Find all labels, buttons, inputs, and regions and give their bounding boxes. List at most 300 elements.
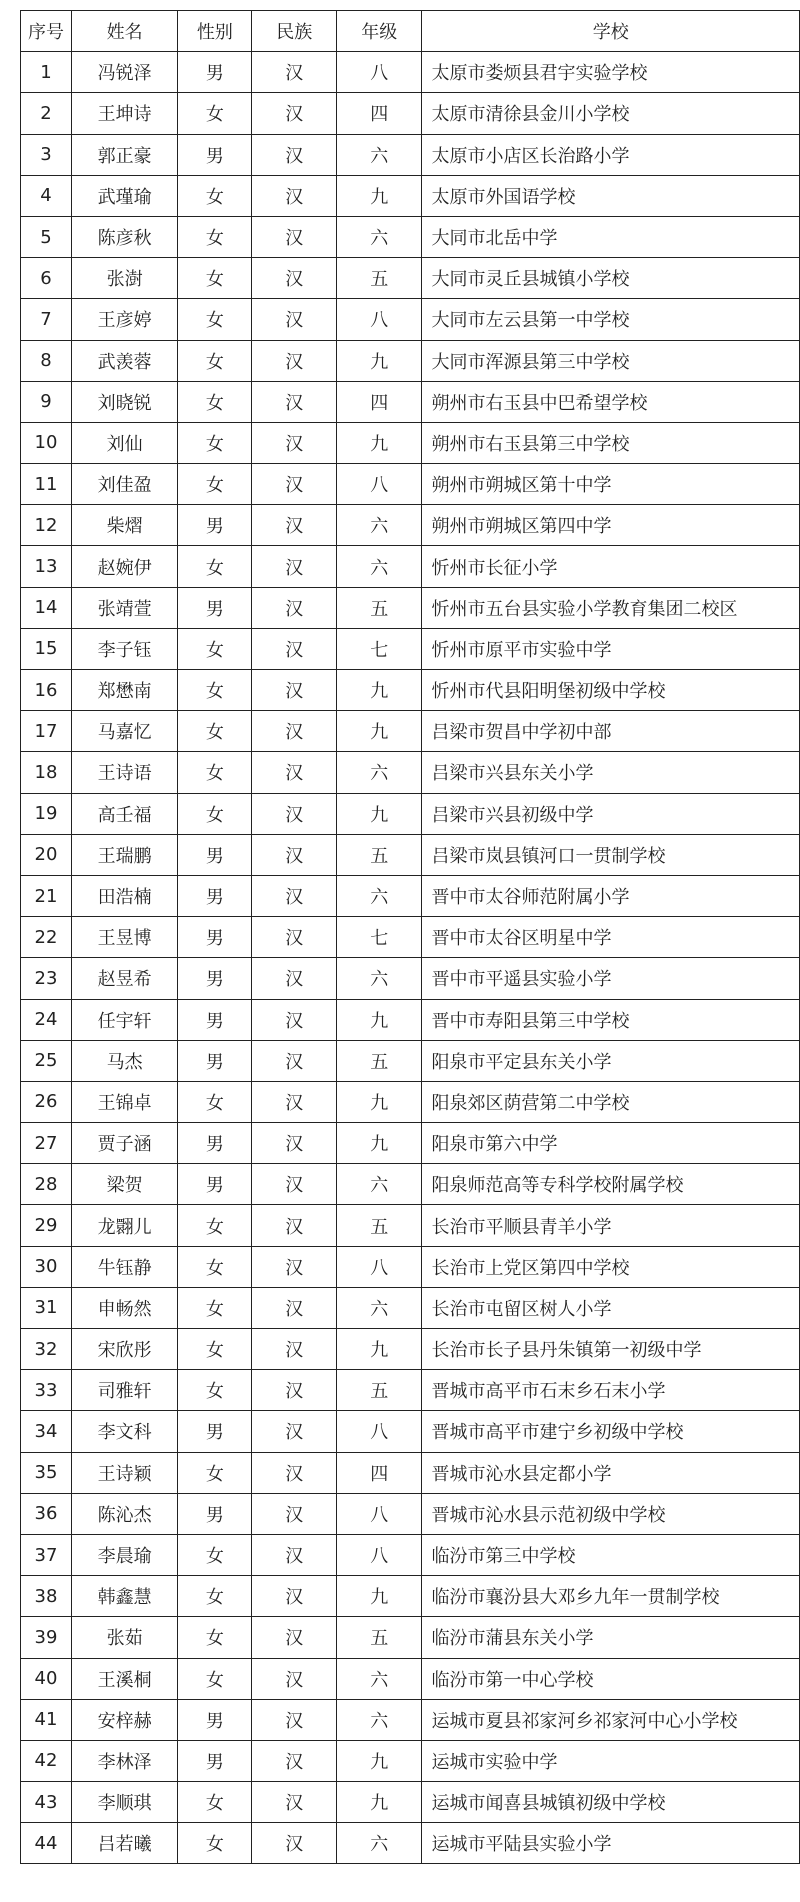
cell-serial-number: 44 <box>21 1823 72 1864</box>
cell-grade: 五 <box>337 834 422 875</box>
cell-school: 临汾市襄汾县大邓乡九年一贯制学校 <box>422 1576 800 1617</box>
cell-gender: 女 <box>178 752 252 793</box>
table-row <box>21 1782 800 1823</box>
table-row <box>21 340 800 381</box>
cell-grade: 六 <box>337 1164 422 1205</box>
cell-serial-number: 34 <box>21 1411 72 1452</box>
cell-gender: 女 <box>178 1658 252 1699</box>
cell-ethnicity: 汉 <box>252 834 337 875</box>
cell-serial-number: 38 <box>21 1576 72 1617</box>
cell-name: 龙翾儿 <box>71 1205 177 1246</box>
table-row <box>21 1287 800 1328</box>
cell-name: 武瑾瑜 <box>71 175 177 216</box>
cell-ethnicity: 汉 <box>252 340 337 381</box>
cell-gender: 女 <box>178 216 252 257</box>
cell-gender: 男 <box>178 1699 252 1740</box>
cell-gender: 女 <box>178 1823 252 1864</box>
cell-grade: 六 <box>337 216 422 257</box>
table-row <box>21 175 800 216</box>
cell-school: 晋城市高平市建宁乡初级中学校 <box>422 1411 800 1452</box>
cell-gender: 女 <box>178 546 252 587</box>
cell-gender: 男 <box>178 1123 252 1164</box>
cell-gender: 男 <box>178 134 252 175</box>
cell-gender: 女 <box>178 1287 252 1328</box>
cell-ethnicity: 汉 <box>252 1329 337 1370</box>
cell-gender: 男 <box>178 999 252 1040</box>
cell-ethnicity: 汉 <box>252 464 337 505</box>
cell-ethnicity: 汉 <box>252 175 337 216</box>
table-row <box>21 917 800 958</box>
cell-gender: 女 <box>178 258 252 299</box>
table-row <box>21 1205 800 1246</box>
cell-serial-number: 27 <box>21 1123 72 1164</box>
cell-name: 牛钰静 <box>71 1246 177 1287</box>
cell-grade: 四 <box>337 381 422 422</box>
table-row <box>21 52 800 93</box>
cell-serial-number: 24 <box>21 999 72 1040</box>
cell-grade: 八 <box>337 1246 422 1287</box>
cell-name: 宋欣彤 <box>71 1329 177 1370</box>
cell-ethnicity: 汉 <box>252 1081 337 1122</box>
cell-name: 李文科 <box>71 1411 177 1452</box>
cell-grade: 六 <box>337 1823 422 1864</box>
cell-name: 武羡蓉 <box>71 340 177 381</box>
cell-grade: 八 <box>337 1493 422 1534</box>
cell-grade: 五 <box>337 1370 422 1411</box>
cell-gender: 女 <box>178 670 252 711</box>
cell-name: 刘晓锐 <box>71 381 177 422</box>
table-row <box>21 134 800 175</box>
cell-grade: 八 <box>337 299 422 340</box>
cell-serial-number: 33 <box>21 1370 72 1411</box>
cell-ethnicity: 汉 <box>252 1782 337 1823</box>
cell-gender: 男 <box>178 917 252 958</box>
table-row <box>21 1164 800 1205</box>
cell-ethnicity: 汉 <box>252 299 337 340</box>
table-row <box>21 422 800 463</box>
cell-serial-number: 3 <box>21 134 72 175</box>
cell-school: 朔州市朔城区第十中学 <box>422 464 800 505</box>
cell-serial-number: 6 <box>21 258 72 299</box>
cell-grade: 九 <box>337 1081 422 1122</box>
cell-grade: 九 <box>337 999 422 1040</box>
table-row <box>21 628 800 669</box>
cell-serial-number: 16 <box>21 670 72 711</box>
header-school: 学校 <box>422 11 800 52</box>
cell-name: 刘佳盈 <box>71 464 177 505</box>
cell-grade: 五 <box>337 587 422 628</box>
cell-gender: 女 <box>178 711 252 752</box>
cell-school: 运城市闻喜县城镇初级中学校 <box>422 1782 800 1823</box>
cell-grade: 六 <box>337 752 422 793</box>
cell-ethnicity: 汉 <box>252 1205 337 1246</box>
cell-ethnicity: 汉 <box>252 505 337 546</box>
cell-school: 太原市外国语学校 <box>422 175 800 216</box>
cell-serial-number: 5 <box>21 216 72 257</box>
table-row <box>21 834 800 875</box>
table-row <box>21 93 800 134</box>
cell-name: 赵婉伊 <box>71 546 177 587</box>
table-row <box>21 1699 800 1740</box>
table-row <box>21 464 800 505</box>
cell-grade: 九 <box>337 1329 422 1370</box>
cell-gender: 女 <box>178 1534 252 1575</box>
cell-school: 忻州市代县阳明堡初级中学校 <box>422 670 800 711</box>
cell-grade: 九 <box>337 793 422 834</box>
cell-gender: 男 <box>178 1493 252 1534</box>
table-row <box>21 1040 800 1081</box>
cell-grade: 九 <box>337 1782 422 1823</box>
cell-grade: 九 <box>337 670 422 711</box>
cell-serial-number: 26 <box>21 1081 72 1122</box>
cell-school: 太原市小店区长治路小学 <box>422 134 800 175</box>
cell-ethnicity: 汉 <box>252 1246 337 1287</box>
table-row <box>21 752 800 793</box>
cell-ethnicity: 汉 <box>252 628 337 669</box>
cell-grade: 四 <box>337 1452 422 1493</box>
cell-grade: 六 <box>337 546 422 587</box>
cell-name: 冯锐泽 <box>71 52 177 93</box>
cell-school: 太原市清徐县金川小学校 <box>422 93 800 134</box>
student-list-table-container <box>20 10 800 1864</box>
cell-ethnicity: 汉 <box>252 875 337 916</box>
cell-ethnicity: 汉 <box>252 999 337 1040</box>
cell-school: 临汾市蒲县东关小学 <box>422 1617 800 1658</box>
table-row <box>21 1617 800 1658</box>
cell-name: 安梓赫 <box>71 1699 177 1740</box>
cell-serial-number: 13 <box>21 546 72 587</box>
table-row <box>21 1411 800 1452</box>
cell-gender: 女 <box>178 175 252 216</box>
cell-gender: 女 <box>178 628 252 669</box>
cell-school: 大同市北岳中学 <box>422 216 800 257</box>
cell-serial-number: 37 <box>21 1534 72 1575</box>
cell-gender: 男 <box>178 1040 252 1081</box>
table-row <box>21 670 800 711</box>
table-row <box>21 1823 800 1864</box>
table-row <box>21 216 800 257</box>
table-row <box>21 587 800 628</box>
table-row <box>21 1370 800 1411</box>
cell-school: 忻州市五台县实验小学教育集团二校区 <box>422 587 800 628</box>
cell-ethnicity: 汉 <box>252 1740 337 1781</box>
cell-name: 高壬福 <box>71 793 177 834</box>
cell-serial-number: 28 <box>21 1164 72 1205</box>
cell-gender: 女 <box>178 1370 252 1411</box>
cell-school: 晋城市高平市石末乡石末小学 <box>422 1370 800 1411</box>
cell-ethnicity: 汉 <box>252 546 337 587</box>
cell-serial-number: 25 <box>21 1040 72 1081</box>
cell-school: 晋中市太谷师范附属小学 <box>422 875 800 916</box>
cell-school: 阳泉郊区荫营第二中学校 <box>422 1081 800 1122</box>
cell-school: 太原市娄烦县君宇实验学校 <box>422 52 800 93</box>
table-row <box>21 793 800 834</box>
cell-school: 晋中市平遥县实验小学 <box>422 958 800 999</box>
cell-school: 长治市屯留区树人小学 <box>422 1287 800 1328</box>
cell-school: 阳泉市第六中学 <box>422 1123 800 1164</box>
cell-school: 忻州市长征小学 <box>422 546 800 587</box>
cell-name: 赵昱希 <box>71 958 177 999</box>
cell-grade: 五 <box>337 1040 422 1081</box>
cell-grade: 六 <box>337 875 422 916</box>
cell-serial-number: 39 <box>21 1617 72 1658</box>
cell-serial-number: 21 <box>21 875 72 916</box>
cell-grade: 四 <box>337 93 422 134</box>
cell-grade: 七 <box>337 917 422 958</box>
cell-ethnicity: 汉 <box>252 793 337 834</box>
cell-ethnicity: 汉 <box>252 1452 337 1493</box>
cell-gender: 女 <box>178 1617 252 1658</box>
cell-grade: 九 <box>337 175 422 216</box>
cell-serial-number: 2 <box>21 93 72 134</box>
cell-school: 大同市左云县第一中学校 <box>422 299 800 340</box>
cell-school: 晋中市太谷区明星中学 <box>422 917 800 958</box>
cell-ethnicity: 汉 <box>252 1823 337 1864</box>
cell-ethnicity: 汉 <box>252 670 337 711</box>
cell-grade: 八 <box>337 464 422 505</box>
cell-school: 长治市上党区第四中学校 <box>422 1246 800 1287</box>
cell-grade: 九 <box>337 1576 422 1617</box>
table-row <box>21 258 800 299</box>
cell-gender: 女 <box>178 1576 252 1617</box>
cell-name: 司雅轩 <box>71 1370 177 1411</box>
cell-school: 阳泉市平定县东关小学 <box>422 1040 800 1081</box>
cell-ethnicity: 汉 <box>252 258 337 299</box>
cell-name: 李子钰 <box>71 628 177 669</box>
cell-name: 申畅然 <box>71 1287 177 1328</box>
cell-school: 晋城市沁水县示范初级中学校 <box>422 1493 800 1534</box>
cell-ethnicity: 汉 <box>252 1493 337 1534</box>
cell-serial-number: 17 <box>21 711 72 752</box>
cell-serial-number: 18 <box>21 752 72 793</box>
cell-serial-number: 36 <box>21 1493 72 1534</box>
table-row <box>21 1329 800 1370</box>
cell-name: 李晨瑜 <box>71 1534 177 1575</box>
table-row <box>21 875 800 916</box>
table-row <box>21 505 800 546</box>
table-row <box>21 381 800 422</box>
cell-serial-number: 14 <box>21 587 72 628</box>
cell-ethnicity: 汉 <box>252 1617 337 1658</box>
student-list-table <box>20 10 800 1864</box>
table-row <box>21 1246 800 1287</box>
cell-name: 李顺琪 <box>71 1782 177 1823</box>
cell-serial-number: 19 <box>21 793 72 834</box>
table-row <box>21 711 800 752</box>
table-header-row <box>21 11 800 52</box>
cell-ethnicity: 汉 <box>252 1699 337 1740</box>
cell-serial-number: 4 <box>21 175 72 216</box>
cell-gender: 女 <box>178 422 252 463</box>
cell-gender: 男 <box>178 52 252 93</box>
cell-school: 忻州市原平市实验中学 <box>422 628 800 669</box>
cell-school: 朔州市右玉县中巴希望学校 <box>422 381 800 422</box>
cell-ethnicity: 汉 <box>252 52 337 93</box>
table-body <box>21 52 800 1864</box>
cell-ethnicity: 汉 <box>252 422 337 463</box>
cell-gender: 男 <box>178 958 252 999</box>
cell-name: 刘仙 <box>71 422 177 463</box>
cell-school: 朔州市右玉县第三中学校 <box>422 422 800 463</box>
cell-ethnicity: 汉 <box>252 1534 337 1575</box>
cell-gender: 女 <box>178 1246 252 1287</box>
cell-grade: 八 <box>337 52 422 93</box>
table-row <box>21 1658 800 1699</box>
cell-serial-number: 35 <box>21 1452 72 1493</box>
cell-name: 田浩楠 <box>71 875 177 916</box>
cell-gender: 女 <box>178 1081 252 1122</box>
cell-name: 梁贺 <box>71 1164 177 1205</box>
cell-school: 长治市长子县丹朱镇第一初级中学 <box>422 1329 800 1370</box>
cell-serial-number: 31 <box>21 1287 72 1328</box>
table-row <box>21 999 800 1040</box>
header-name: 姓名 <box>71 11 177 52</box>
cell-grade: 六 <box>337 1658 422 1699</box>
cell-name: 王诗语 <box>71 752 177 793</box>
cell-school: 大同市浑源县第三中学校 <box>422 340 800 381</box>
table-row <box>21 1493 800 1534</box>
table-row <box>21 1740 800 1781</box>
cell-grade: 九 <box>337 340 422 381</box>
cell-serial-number: 41 <box>21 1699 72 1740</box>
cell-gender: 男 <box>178 505 252 546</box>
cell-school: 临汾市第三中学校 <box>422 1534 800 1575</box>
cell-serial-number: 32 <box>21 1329 72 1370</box>
cell-school: 吕梁市贺昌中学初中部 <box>422 711 800 752</box>
cell-ethnicity: 汉 <box>252 1164 337 1205</box>
cell-gender: 男 <box>178 587 252 628</box>
cell-grade: 六 <box>337 134 422 175</box>
cell-serial-number: 7 <box>21 299 72 340</box>
cell-ethnicity: 汉 <box>252 93 337 134</box>
table-row <box>21 1576 800 1617</box>
cell-ethnicity: 汉 <box>252 1658 337 1699</box>
cell-gender: 女 <box>178 1452 252 1493</box>
cell-gender: 女 <box>178 340 252 381</box>
cell-school: 阳泉师范高等专科学校附属学校 <box>422 1164 800 1205</box>
cell-name: 张茹 <box>71 1617 177 1658</box>
cell-school: 吕梁市兴县初级中学 <box>422 793 800 834</box>
cell-school: 朔州市朔城区第四中学 <box>422 505 800 546</box>
cell-school: 运城市平陆县实验小学 <box>422 1823 800 1864</box>
cell-serial-number: 9 <box>21 381 72 422</box>
cell-gender: 女 <box>178 1329 252 1370</box>
cell-serial-number: 11 <box>21 464 72 505</box>
cell-name: 张靖萱 <box>71 587 177 628</box>
cell-gender: 女 <box>178 381 252 422</box>
cell-name: 韩鑫慧 <box>71 1576 177 1617</box>
cell-school: 晋城市沁水县定都小学 <box>422 1452 800 1493</box>
cell-name: 郑懋南 <box>71 670 177 711</box>
cell-grade: 八 <box>337 1534 422 1575</box>
cell-grade: 九 <box>337 1123 422 1164</box>
cell-ethnicity: 汉 <box>252 134 337 175</box>
cell-name: 王坤诗 <box>71 93 177 134</box>
cell-ethnicity: 汉 <box>252 587 337 628</box>
cell-gender: 男 <box>178 834 252 875</box>
cell-name: 王彦婷 <box>71 299 177 340</box>
cell-name: 任宇轩 <box>71 999 177 1040</box>
cell-ethnicity: 汉 <box>252 958 337 999</box>
cell-name: 李林泽 <box>71 1740 177 1781</box>
cell-ethnicity: 汉 <box>252 1370 337 1411</box>
cell-serial-number: 30 <box>21 1246 72 1287</box>
cell-grade: 九 <box>337 422 422 463</box>
cell-grade: 九 <box>337 1740 422 1781</box>
cell-gender: 男 <box>178 1164 252 1205</box>
cell-name: 张澍 <box>71 258 177 299</box>
cell-serial-number: 43 <box>21 1782 72 1823</box>
cell-name: 陈彦秋 <box>71 216 177 257</box>
cell-serial-number: 23 <box>21 958 72 999</box>
cell-grade: 六 <box>337 958 422 999</box>
cell-name: 王昱博 <box>71 917 177 958</box>
cell-ethnicity: 汉 <box>252 381 337 422</box>
cell-serial-number: 12 <box>21 505 72 546</box>
cell-name: 王诗颖 <box>71 1452 177 1493</box>
cell-name: 马杰 <box>71 1040 177 1081</box>
cell-name: 王溪桐 <box>71 1658 177 1699</box>
cell-gender: 女 <box>178 464 252 505</box>
header-grade: 年级 <box>337 11 422 52</box>
cell-gender: 男 <box>178 1740 252 1781</box>
cell-name: 郭正豪 <box>71 134 177 175</box>
cell-school: 大同市灵丘县城镇小学校 <box>422 258 800 299</box>
cell-serial-number: 8 <box>21 340 72 381</box>
cell-school: 吕梁市岚县镇河口一贯制学校 <box>422 834 800 875</box>
cell-gender: 女 <box>178 93 252 134</box>
cell-grade: 五 <box>337 1617 422 1658</box>
cell-ethnicity: 汉 <box>252 1576 337 1617</box>
cell-school: 长治市平顺县青羊小学 <box>422 1205 800 1246</box>
cell-serial-number: 1 <box>21 52 72 93</box>
cell-ethnicity: 汉 <box>252 1411 337 1452</box>
cell-grade: 六 <box>337 1699 422 1740</box>
cell-gender: 女 <box>178 1205 252 1246</box>
cell-ethnicity: 汉 <box>252 1123 337 1164</box>
table-row <box>21 546 800 587</box>
cell-gender: 女 <box>178 299 252 340</box>
cell-school: 吕梁市兴县东关小学 <box>422 752 800 793</box>
header-ethnicity: 民族 <box>252 11 337 52</box>
cell-serial-number: 22 <box>21 917 72 958</box>
cell-name: 柴熠 <box>71 505 177 546</box>
cell-ethnicity: 汉 <box>252 1287 337 1328</box>
header-gender: 性别 <box>178 11 252 52</box>
table-row <box>21 299 800 340</box>
cell-school: 运城市夏县祁家河乡祁家河中心小学校 <box>422 1699 800 1740</box>
cell-serial-number: 15 <box>21 628 72 669</box>
table-row <box>21 1081 800 1122</box>
cell-gender: 女 <box>178 1782 252 1823</box>
table-row <box>21 1534 800 1575</box>
cell-ethnicity: 汉 <box>252 216 337 257</box>
cell-name: 贾子涵 <box>71 1123 177 1164</box>
cell-ethnicity: 汉 <box>252 1040 337 1081</box>
cell-ethnicity: 汉 <box>252 752 337 793</box>
cell-serial-number: 40 <box>21 1658 72 1699</box>
cell-grade: 五 <box>337 1205 422 1246</box>
cell-ethnicity: 汉 <box>252 917 337 958</box>
table-row <box>21 1123 800 1164</box>
table-row <box>21 958 800 999</box>
cell-grade: 八 <box>337 1411 422 1452</box>
cell-gender: 男 <box>178 875 252 916</box>
cell-ethnicity: 汉 <box>252 711 337 752</box>
cell-serial-number: 29 <box>21 1205 72 1246</box>
cell-grade: 五 <box>337 258 422 299</box>
cell-school: 晋中市寿阳县第三中学校 <box>422 999 800 1040</box>
